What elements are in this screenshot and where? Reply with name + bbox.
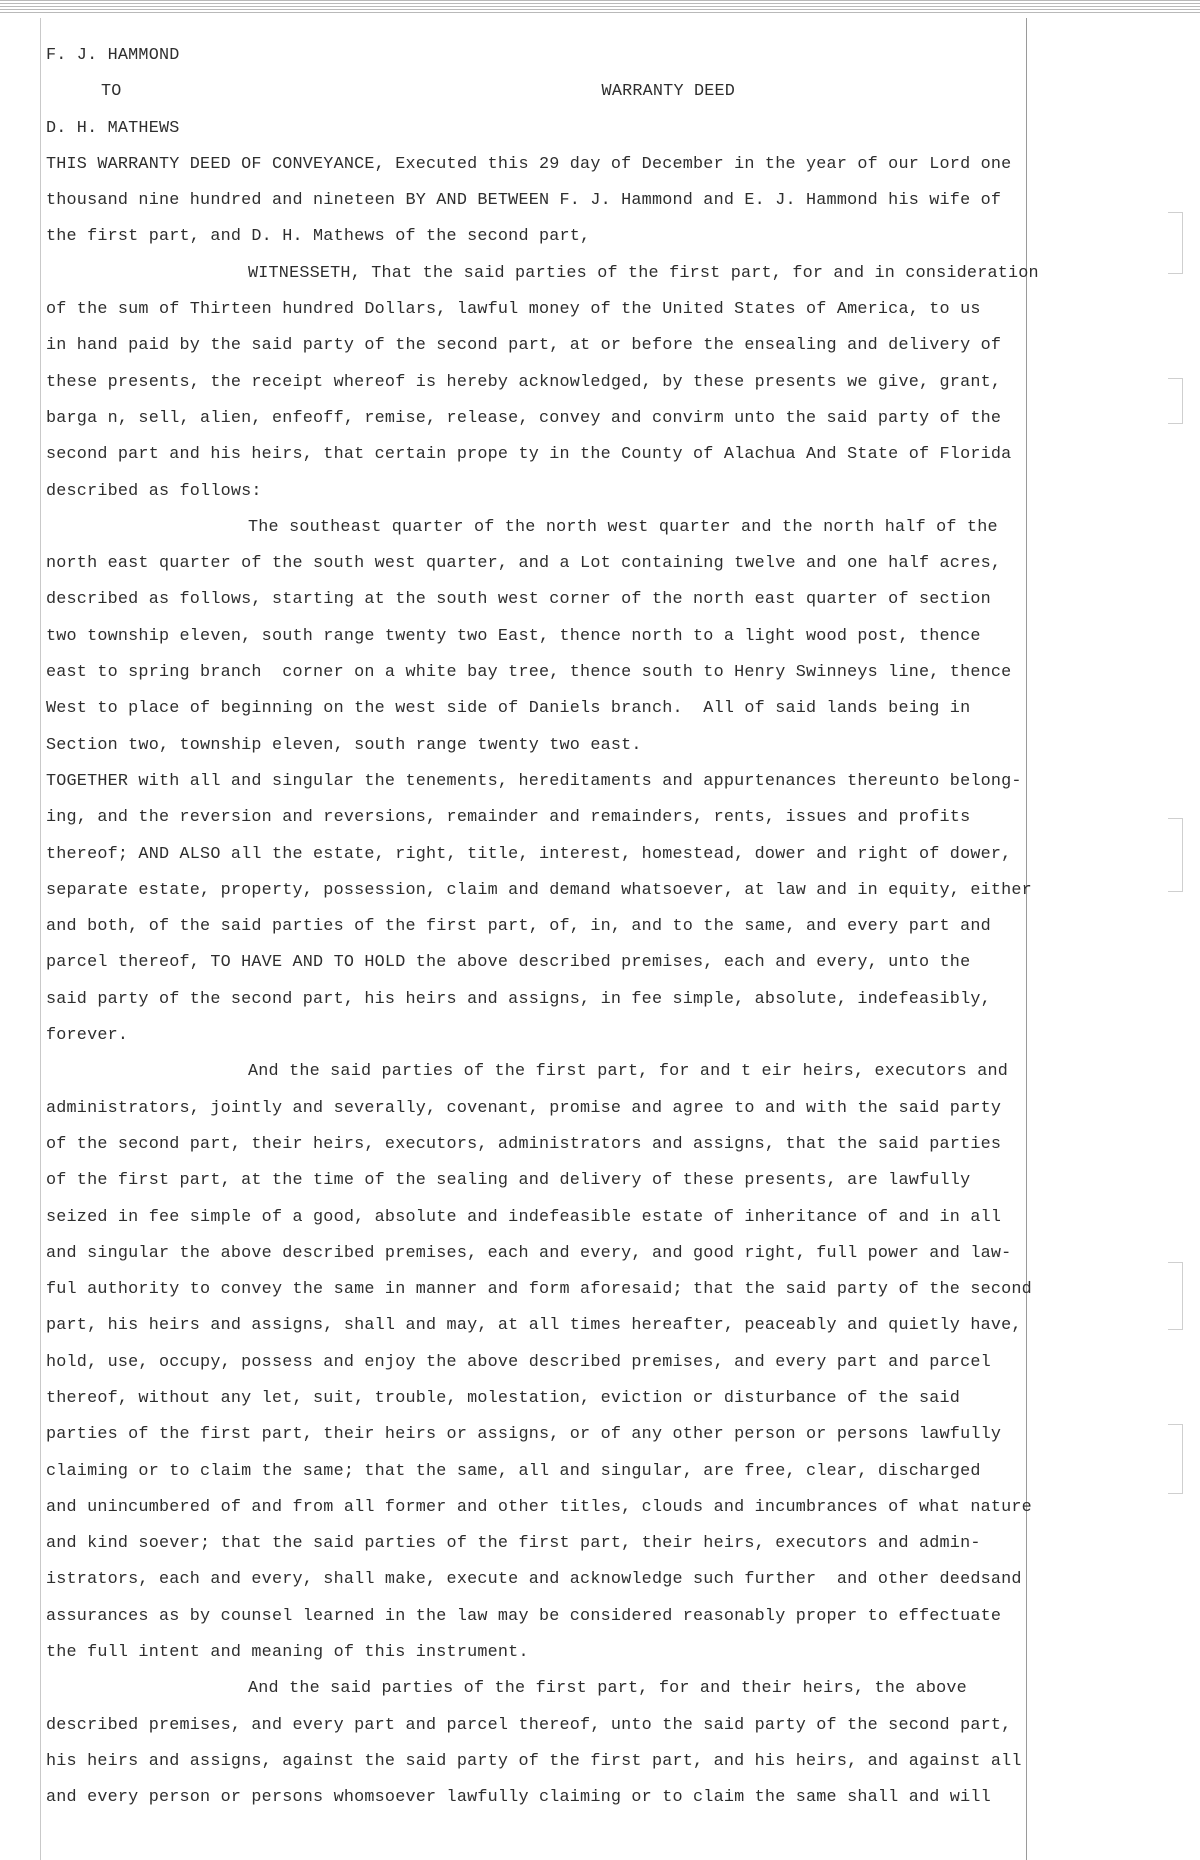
- deed-text-line: TOGETHER with all and singular the tenements, hereditaments and appurtenances thereunto belong-: [46, 771, 1022, 791]
- deed-text-line: Section two, township eleven, south range twenty two east.: [46, 735, 642, 755]
- deed-text-line: administrators, jointly and severally, covenant, promise and agree to and with the said party: [46, 1098, 1002, 1118]
- deed-text-line: ful authority to convey the same in manner and form aforesaid; that the said party of the second: [46, 1280, 1032, 1300]
- deed-text-line: claiming or to claim the same; that the same, all and singular, are free, clear, discharged: [46, 1461, 981, 1481]
- deed-text-line: parcel thereof, TO HAVE AND TO HOLD the above described premises, each and every, unto the: [46, 953, 971, 973]
- deed-text-line: thousand nine hundred and nineteen BY AND BETWEEN F. J. Hammond and E. J. Hammond his wife of: [46, 191, 1002, 211]
- deed-text-line: And the said parties of the first part, for and t eir heirs, executors and: [248, 1062, 1009, 1082]
- deed-text-line: West to place of beginning on the west side of Daniels branch. All of said lands being in: [46, 699, 971, 719]
- deed-text-line: WITNESSETH, That the said parties of the first part, for and in consideration: [248, 263, 1039, 283]
- deed-text-line: thereof, without any let, suit, trouble, molestation, eviction or disturbance of the said: [46, 1388, 961, 1408]
- deed-text-line: and singular the above described premises, each and every, and good right, full power and law-: [46, 1243, 1012, 1263]
- deed-text-line: istrators, each and every, shall make, execute and acknowledge such further and other deedsand: [46, 1570, 1022, 1590]
- deed-text-line: of the sum of Thirteen hundred Dollars, lawful money of the United States of America, to us: [46, 300, 981, 320]
- deed-text-line: thereof; AND ALSO all the estate, right, title, interest, homestead, dower and right of dower,: [46, 844, 1012, 864]
- deed-text-line: ing, and the reversion and reversions, remainder and remainders, rents, issues and profits: [46, 808, 971, 828]
- deed-text-line: described as follows, starting at the south west corner of the north east quarter of section: [46, 590, 991, 610]
- deed-text-line: in hand paid by the said party of the second part, at or before the ensealing and delivery of: [46, 336, 1002, 356]
- deed-text-line: parties of the first part, their heirs or assigns, or of any other person or persons lawfully: [46, 1425, 1002, 1445]
- deed-title: WARRANTY DEED: [601, 82, 736, 102]
- margin-bracket-mark: [1168, 818, 1183, 892]
- grantee-name: D. H. MATHEWS: [46, 118, 180, 138]
- deed-text-line: his heirs and assigns, against the said party of the first part, and his heirs, and against all: [46, 1751, 1022, 1771]
- deed-text-line: of the first part, at the time of the sealing and delivery of these presents, are lawfully: [46, 1171, 971, 1191]
- deed-text-line: assurances as by counsel learned in the law may be considered reasonably proper to effectuate: [46, 1606, 1002, 1626]
- deed-text-line: hold, use, occupy, possess and enjoy the above described premises, and every part and parcel: [46, 1352, 991, 1372]
- deed-text-line: seized in fee simple of a good, absolute and indefeasible estate of inheritance of and in all: [46, 1207, 1002, 1227]
- deed-text-line: and unincumbered of and from all former and other titles, clouds and incumbrances of what nature: [46, 1497, 1032, 1517]
- left-margin-rule: [40, 18, 41, 1860]
- deed-text-line: The southeast quarter of the north west quarter and the north half of the: [248, 517, 998, 537]
- deed-text-line: and both, of the said parties of the first part, of, in, and to the same, and every part and: [46, 917, 991, 937]
- title-row: [46, 74, 1046, 110]
- margin-bracket-mark: [1168, 378, 1183, 424]
- deed-text-line: and kind soever; that the said parties of the first part, their heirs, executors and admin-: [46, 1534, 981, 1554]
- deed-text-line: described as follows:: [46, 481, 262, 501]
- deed-text-line: THIS WARRANTY DEED OF CONVEYANCE, Executed this 29 day of December in the year of our Lord one: [46, 154, 1012, 174]
- scan-top-border: [0, 0, 1200, 14]
- deed-text-line: part, his heirs and assigns, shall and may, at all times hereafter, peaceably and quietly have,: [46, 1316, 1022, 1336]
- deed-text-line: forever.: [46, 1026, 129, 1046]
- deed-text-line: said party of the second part, his heirs and assigns, in fee simple, absolute, indefeasibly,: [46, 989, 991, 1009]
- deed-text-line: east to spring branch corner on a white bay tree, thence south to Henry Swinneys line, thence: [46, 663, 1012, 683]
- margin-bracket-mark: [1168, 1424, 1183, 1494]
- deed-page: [46, 38, 1046, 1817]
- deed-text-line: north east quarter of the south west quarter, and a Lot containing twelve and one half acres,: [46, 554, 1002, 574]
- deed-text-line: of the second part, their heirs, executors, administrators and assigns, that the said parties: [46, 1134, 1002, 1154]
- to-label: TO: [101, 82, 122, 102]
- deed-text-line: And the said parties of the first part, for and their heirs, the above: [248, 1679, 967, 1699]
- grantor-name: F. J. HAMMOND: [46, 46, 180, 65]
- margin-bracket-mark: [1168, 212, 1183, 274]
- margin-bracket-mark: [1168, 1262, 1183, 1330]
- deed-text-line: these presents, the receipt whereof is hereby acknowledged, by these presents we give, grant,: [46, 372, 1002, 392]
- deed-text-line: described premises, and every part and parcel thereof, unto the said party of the second part,: [46, 1715, 1012, 1735]
- deed-text-line: the first part, and D. H. Mathews of the second part,: [46, 227, 591, 247]
- deed-text-line: separate estate, property, possession, claim and demand whatsoever, at law and in equity, either: [46, 880, 1032, 900]
- deed-text-line: second part and his heirs, that certain prope ty in the County of Alachua And State of Florida: [46, 445, 1012, 465]
- deed-text-line: and every person or persons whomsoever lawfully claiming or to claim the same shall and will: [46, 1788, 991, 1808]
- deed-text-line: two township eleven, south range twenty two East, thence north to a light wood post, thence: [46, 626, 981, 646]
- deed-text-line: barga n, sell, alien, enfeoff, remise, release, convey and convirm unto the said party of the: [46, 408, 1002, 428]
- deed-text-line: the full intent and meaning of this instrument.: [46, 1643, 529, 1663]
